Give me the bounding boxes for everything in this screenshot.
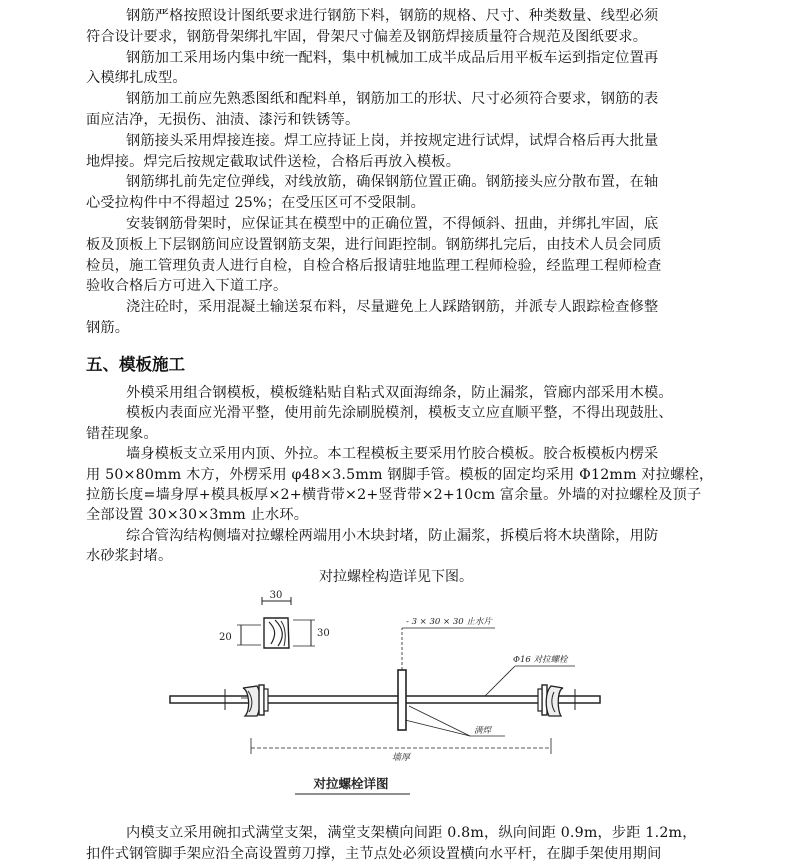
figure-title: 对拉螺栓详图 <box>313 776 389 791</box>
weld-label: 满焊 <box>474 726 492 736</box>
paragraph-line: 板及顶板上下层钢筋间应设置钢筋支架，进行间距控制。钢筋绑扎完后，由技术人员会同质 <box>86 236 662 253</box>
paragraph-line: 心受拉构件中不得超过 25%；在受压区可不受限制。 <box>86 195 425 212</box>
paragraph-line: 验收合格后方可进入下道工序。 <box>86 278 288 295</box>
paragraph-line: 入模绑扎成型。 <box>86 70 187 87</box>
paragraph-line: 全部设置 30×30×3mm 止水环。 <box>86 507 309 524</box>
paragraph-line: 钢筋。 <box>86 320 130 336</box>
dimension-top-label: 30 <box>269 590 283 601</box>
paragraph-line: 钢筋接头采用焊接连接。焊工应持证上岗，并按规定进行试焊，试焊合格后再大批量 <box>126 132 659 149</box>
waterstop-plate-label: - 3 × 30 × 30 止水片 <box>406 617 492 627</box>
paragraph-line: 错茬现象。 <box>86 425 158 442</box>
paragraph-line: 水砂浆封堵。 <box>86 548 173 565</box>
section-heading-formwork: 五、模板施工 <box>86 355 185 374</box>
paragraph-line: 浇注砼时，采用混凝土输送泵布料，尽量避免上人踩踏钢筋，并派专人跟踪检查修整 <box>126 299 659 316</box>
paragraph-line: 综合管沟结构侧墙对拉螺栓两端用小木块封堵，防止漏浆，拆模后将木块凿除，用防 <box>126 527 659 544</box>
paragraph-line: 钢筋加工前应先熟悉图纸和配料单，钢筋加工的形状、尺寸必须符合要求，钢筋的表 <box>126 91 659 108</box>
figure-reference-caption: 对拉螺栓构造详见下图。 <box>319 569 473 585</box>
paragraph-line: 模板内表面应光滑平整，使用前先涂刷脱模剂，模板支立应直顺平整，不得出现鼓肚、 <box>126 405 673 422</box>
tie-bolt-main-drawing <box>170 616 600 763</box>
paragraph-line: 钢筋严格按照设计图纸要求进行钢筋下料，钢筋的规格、尺寸、种类数量、线型必须 <box>126 8 659 24</box>
tie-bolt-label: Φ16 对拉螺栓 <box>513 655 568 665</box>
paragraph-line: 符合设计要求，钢筋骨架绑扎牢固，骨架尺寸偏差及钢筋焊接质量符合规范及图纸要求。 <box>86 28 648 45</box>
dimension-left-label: 20 <box>219 632 232 643</box>
paragraph-line: 地焊接。焊完后按规定截取试件送检，合格后再放入模板。 <box>86 153 461 170</box>
wall-thickness-label: 墙厚 <box>391 753 411 763</box>
paragraph-line: 钢筋绑扎前先定位弹线，对线放筋，确保钢筋位置正确。钢筋接头应分散布置，在轴 <box>126 174 659 191</box>
paragraph-line: 面应洁净，无损伤、油渍、漆污和铁锈等。 <box>86 112 360 128</box>
paragraph-line: 用 50×80mm 木方，外楞采用 φ48×3.5mm 钢脚手管。模板的固定均采用 Φ12mm 对拉螺栓， <box>86 466 714 483</box>
paragraph-line: 安装钢筋骨架时，应保证其在模型中的正确位置，不得倾斜、扭曲，并绑扎牢固，底 <box>126 216 659 232</box>
dimension-right-label: 30 <box>317 628 330 639</box>
paragraph-line: 墙身模板支立采用内顶、外拉。本工程模板主要采用竹胶合模板。胶合板模板内楞采 <box>126 446 659 463</box>
paragraph-line: 钢筋加工采用场内集中统一配料，集中机械加工成半成品后用平板车运到指定位置再 <box>126 49 659 66</box>
paragraph-line: 扣件式钢管脚手架应沿全高设置剪刀撑，主节点处必须设置横向水平杆，在脚手架使用期间 <box>86 846 662 862</box>
paragraph-line: 内模支立采用碗扣式满堂支架，满堂支架横向间距 0.8m，纵向间距 0.9m，步距 1.2m， <box>126 825 697 841</box>
paragraph-line: 拉筋长度=墙身厚+模具板厚×2+横背带×2+竖背带×2+10cm 富余量。外墙的对拉螺栓及顶子 <box>86 487 702 503</box>
paragraph-line: 外模采用组合钢模板，模板缝粘贴自粘式双面海绵条，防止漏浆，管廊内部采用木模。 <box>126 385 673 401</box>
tie-bolt-detail-figure <box>165 588 605 804</box>
paragraph-line: 检员，施工管理负责人进行自检，自检合格后报请驻地监理工程师检验，经监理工程师检查 <box>86 257 662 274</box>
waterstop-detail-drawing <box>219 590 330 648</box>
